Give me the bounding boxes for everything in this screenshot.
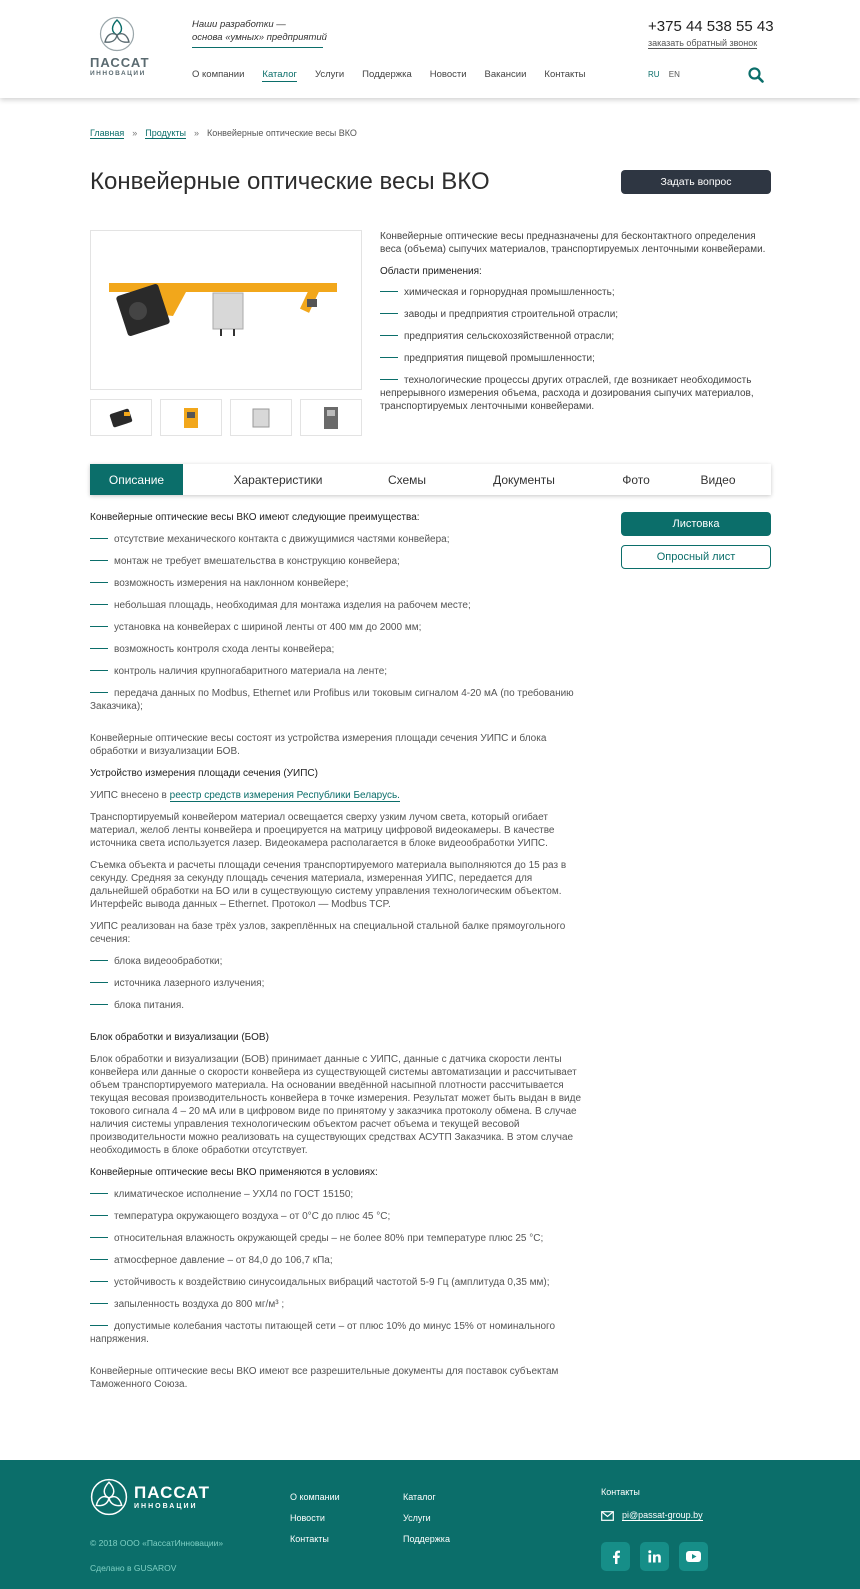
list-item: атмосферное давление – от 84,0 до 106,7 кПа; [90,1254,590,1267]
conveyor-scale-image [91,231,363,391]
tab-schemes[interactable]: Схемы [387,472,427,487]
footer-link-news[interactable]: Новости [290,1513,325,1523]
footer-logo-subtitle: ИННОВАЦИИ [134,1503,198,1510]
logo-emblem-icon [90,1478,128,1516]
made-by-link[interactable]: Сделано в GUSAROV [90,1563,177,1573]
list-item: небольшая площадь, необходимая для монтажа изделия на рабочем месте; [90,599,590,612]
breadcrumb-separator: » [193,128,199,138]
bov-title: Блок обработки и визуализации (БОВ) [90,1032,269,1043]
list-item: контроль наличия крупногабаритного материала на ленте; [90,665,590,678]
composition-text: Конвейерные оптические весы состоят из устройства измерения площади сечения УИПС и блока обработки и визуализации БОВ. [90,733,547,757]
copyright: © 2018 ООО «ПассатИнновации» [90,1538,224,1548]
search-icon[interactable] [748,67,764,88]
nav-item-support[interactable]: Поддержка [362,69,412,80]
list-item: отсутствие механического контакта с движущимися частями конвейера; [90,533,590,546]
header-phone[interactable]: +375 44 538 55 43 [648,18,774,35]
header-tagline [192,18,327,48]
tab-photo[interactable]: Фото [622,472,650,487]
ask-question-button[interactable]: Задать вопрос [621,170,771,194]
breadcrumb-home[interactable]: Главная [90,128,125,138]
list-item: предприятия сельскохозяйственной отрасли; [380,330,770,343]
leaflet-button[interactable]: Листовка [621,512,771,536]
linkedin-icon[interactable] [640,1542,669,1571]
uips-paragraph-2: Съемка объекта и расчеты площади сечения транспортируемого материала выполняются до 15 раз в секунду. Средняя за секунду площадь сечения материала, измеренная УИПС, передается для дальнейшей обработки на БО или в существующую систему управления технологическим объектом. Интерфейс вывода данных – Ethernet. Протокол — Modbus TCP. [90,860,567,910]
advantages-list [90,533,590,713]
footer-link-support[interactable]: Поддержка [403,1534,450,1544]
logo-emblem-icon [99,16,135,52]
list-item: передача данных по Modbus, Ethernet или Profibus или токовым сигналом 4-20 мА (по требованию Заказчика); [90,688,574,712]
breadcrumb-current: Конвейерные оптические весы ВКО [206,128,357,138]
tab-video[interactable]: Видео [700,472,736,487]
list-item: установка на конвейерах с шириной ленты от 400 мм до 2000 мм; [90,621,590,634]
list-item: температура окружающего воздуха – от 0°С до плюс 45 °С; [90,1210,590,1223]
facebook-icon[interactable] [601,1542,630,1571]
list-item: относительная влажность окружающей среды – не более 80% при температуре плюс 25 °С; [90,1232,590,1245]
lang-ru[interactable]: RU [648,70,660,79]
footer-email [601,1510,703,1521]
description-content [90,511,590,1400]
list-item: климатическое исполнение – УХЛ4 по ГОСТ 15150; [90,1188,590,1201]
site-logo[interactable] [90,16,150,77]
list-item: химическая и горнорудная промышленность; [380,286,770,299]
list-item: монтаж не требует вмешательства в конструкцию конвейера; [90,555,590,568]
email-link[interactable]: pi@passat-group.by [622,1510,703,1520]
list-item: возможность контроля схода ленты конвейера; [90,643,590,656]
conditions-title: Конвейерные оптические весы ВКО применяются в условиях: [90,1167,378,1178]
tab-description[interactable]: Описание [90,464,183,495]
tab-specifications[interactable]: Характеристики [233,472,323,487]
uips-paragraph-1: Транспортируемый конвейером материал освещается сверху узким лучом света, который огибает материал, желоб ленты конвейера и проецируется на матрицу цифровой видеокамеры. В качестве источника света используется лазер. Видеокамера располагается в блоке видеообработки УИПС. [90,812,555,849]
page-title: Конвейерные оптические весы ВКО [90,168,490,195]
nav-item-catalog[interactable]: Каталог [262,69,297,80]
list-item: допустимые колебания частоты питающей сети – от плюс 10% до минус 15% от номинального напряжения. [90,1321,556,1345]
uips-nodes-list [90,955,590,1012]
footer-link-contacts[interactable]: Контакты [290,1534,329,1544]
product-tabs [90,464,771,495]
logo-subtitle: ИННОВАЦИИ [90,70,146,77]
footer-nav-col-1 [290,1487,340,1550]
callback-link[interactable]: заказать обратный звонок [648,38,758,48]
footer-logo[interactable] [90,1478,210,1516]
list-item: блока видеообработки; [90,955,590,968]
main-nav [192,69,603,82]
nav-item-about[interactable]: О компании [192,69,245,80]
breadcrumb-separator: » [132,128,138,138]
list-item: блока питания. [90,999,590,1012]
tagline-line-2: основа «умных» предприятий [192,32,327,43]
list-item: предприятия пищевой промышленности; [380,352,770,365]
youtube-icon[interactable] [679,1542,708,1571]
product-thumbnail[interactable] [90,399,152,436]
questionnaire-button[interactable]: Опросный лист [621,545,771,569]
uips-registry-text: УИПС внесено в реестр средств измерения Республики Беларусь. [90,790,400,801]
list-item: устойчивость к воздействию синусоидальных вибраций частотой 5-9 Гц (амплитуда 0,35 мм); [90,1276,590,1289]
nav-item-news[interactable]: Новости [429,69,467,80]
conditions-list [90,1188,590,1346]
footer-link-services[interactable]: Услуги [403,1513,431,1523]
language-switcher [648,70,687,79]
breadcrumb-products[interactable]: Продукты [145,128,186,138]
footer-link-about[interactable]: О компании [290,1492,340,1502]
footer-link-catalog[interactable]: Каталог [403,1492,436,1502]
tab-documents[interactable]: Документы [493,472,555,487]
product-thumbnail[interactable] [230,399,292,436]
advantages-title: Конвейерные оптические весы ВКО имеют следующие преимущества: [90,512,420,523]
logo-name: ПАССАТ [90,55,150,70]
final-text: Конвейерные оптические весы ВКО имеют все разрешительные документы для поставок субъектам Таможенного Союза. [90,1366,559,1390]
mail-icon [601,1511,614,1521]
footer-contacts-title: Контакты [601,1487,640,1497]
list-item: заводы и предприятия строительной отрасли; [380,308,770,321]
areas-list [380,286,770,413]
product-thumbnail[interactable] [300,399,362,436]
breadcrumb [90,128,357,138]
uips-title: Устройство измерения площади сечения (УИПС) [90,768,318,779]
footer-logo-name: ПАССАТ [134,1483,211,1502]
bov-paragraph: Блок обработки и визуализации (БОВ) принимает данные с УИПС, данные с датчика скорости ленты конвейера или данные о скорости конвейера из существующей системы автоматизации и рассчитывает объем транспортируемого материала. На основании введённой насыпной плотности рассчитывается текущая весовая производительность конвейера в точке измерения. Результат может быть выдан в виде токового сигнала 4 – 20 мА или в цифровом виде по принятому у заказчика протоколу обмена. В случае наличия системы управления технологическим объектом расчет объема и текущей весовой производительности можно реализовать на существующих средствах АСУТП Заказчика. В этом случае необходимость в блоке обработки отсутствует. [90,1054,582,1156]
uips-paragraph-3: УИПС реализован на базе трёх узлов, закреплённых на специальной стальной балке прямоугольного сечения: [90,921,566,945]
areas-title: Области применения: [380,266,482,277]
nav-item-contacts[interactable]: Контакты [544,69,586,80]
nav-item-vacancies[interactable]: Вакансии [484,69,527,80]
product-thumbnail[interactable] [160,399,222,436]
registry-link[interactable]: реестр средств измерения Республики Беларусь. [169,790,400,801]
list-item: запыленность воздуха до 800 мг/м³ ; [90,1298,590,1311]
list-item: источника лазерного излучения; [90,977,590,990]
site-header [0,0,860,98]
footer-nav-col-2 [403,1487,450,1550]
tagline-line-1: Наши разработки — [192,19,286,30]
site-footer [0,1460,860,1589]
list-item: возможность измерения на наклонном конвейере; [90,577,590,590]
intro-text: Конвейерные оптические весы предназначены для бесконтактного определения веса (объема) сыпучих материалов, транспортируемых ленточными конвейерами. [380,231,766,255]
product-main-image[interactable] [90,230,362,390]
lang-en[interactable]: EN [668,70,680,79]
nav-item-services[interactable]: Услуги [314,69,345,80]
product-intro [380,230,770,422]
list-item: технологические процессы других отраслей, где возникает необходимость непрерывного измерения объема, расхода и дозирования сыпучих материалов, транспортируемых ленточными конвейерами. [380,375,754,412]
